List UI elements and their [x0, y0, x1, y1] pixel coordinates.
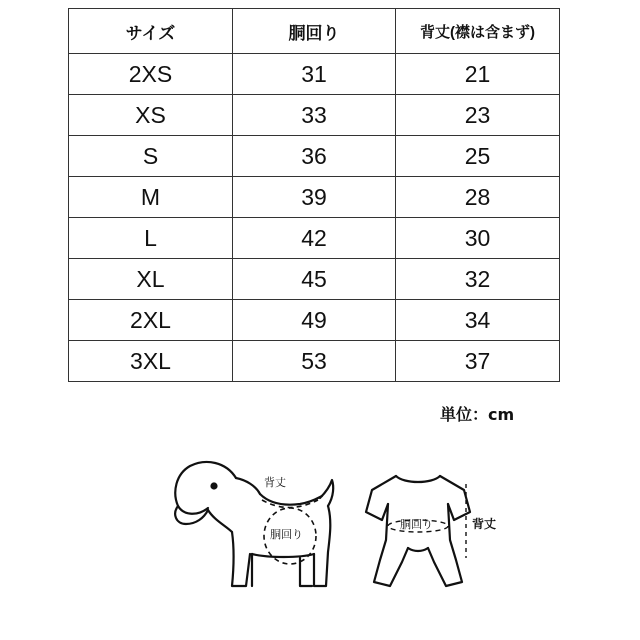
- table-row: [69, 95, 560, 136]
- cell-back-length: 37: [396, 341, 560, 382]
- cell-girth: 53: [233, 341, 396, 382]
- cell-size: M: [69, 177, 233, 218]
- cell-back-length: 23: [396, 95, 560, 136]
- garment-illustration: [366, 476, 470, 586]
- cell-size: 2XL: [69, 300, 233, 341]
- cell-girth: 36: [233, 136, 396, 177]
- cell-size: S: [69, 136, 233, 177]
- header-back-length: 背丈(襟は含まず): [396, 9, 560, 54]
- cell-girth: 49: [233, 300, 396, 341]
- header-size: サイズ: [69, 9, 233, 54]
- cell-back-length: 32: [396, 259, 560, 300]
- cell-girth: 31: [233, 54, 396, 95]
- table-row: [69, 177, 560, 218]
- table-row: [69, 300, 560, 341]
- dog-illustration: [175, 462, 333, 586]
- cell-size: XL: [69, 259, 233, 300]
- cell-girth: 42: [233, 218, 396, 259]
- size-table: [68, 8, 560, 382]
- measurement-diagram: [0, 440, 640, 640]
- unit-label: 単位：cm: [440, 405, 515, 424]
- cell-back-length: 25: [396, 136, 560, 177]
- table-row: [69, 54, 560, 95]
- header-girth: 胴回り: [233, 9, 396, 54]
- cell-girth: 33: [233, 95, 396, 136]
- table-row: [69, 136, 560, 177]
- garment-girth-label: 胴回り: [400, 518, 433, 531]
- cell-size: 2XS: [69, 54, 233, 95]
- cell-girth: 45: [233, 259, 396, 300]
- table-row: [69, 218, 560, 259]
- table-row: [69, 341, 560, 382]
- table-row: [69, 259, 560, 300]
- cell-girth: 39: [233, 177, 396, 218]
- cell-back-length: 28: [396, 177, 560, 218]
- cell-size: 3XL: [69, 341, 233, 382]
- cell-back-length: 21: [396, 54, 560, 95]
- cell-back-length: 30: [396, 218, 560, 259]
- cell-back-length: 34: [396, 300, 560, 341]
- cell-size: XS: [69, 95, 233, 136]
- dog-girth-label: 胴回り: [270, 528, 303, 541]
- dog-back-label: 背丈: [264, 476, 286, 489]
- cell-size: L: [69, 218, 233, 259]
- table-header-row: [69, 9, 560, 54]
- garment-back-label: 背丈: [472, 517, 497, 531]
